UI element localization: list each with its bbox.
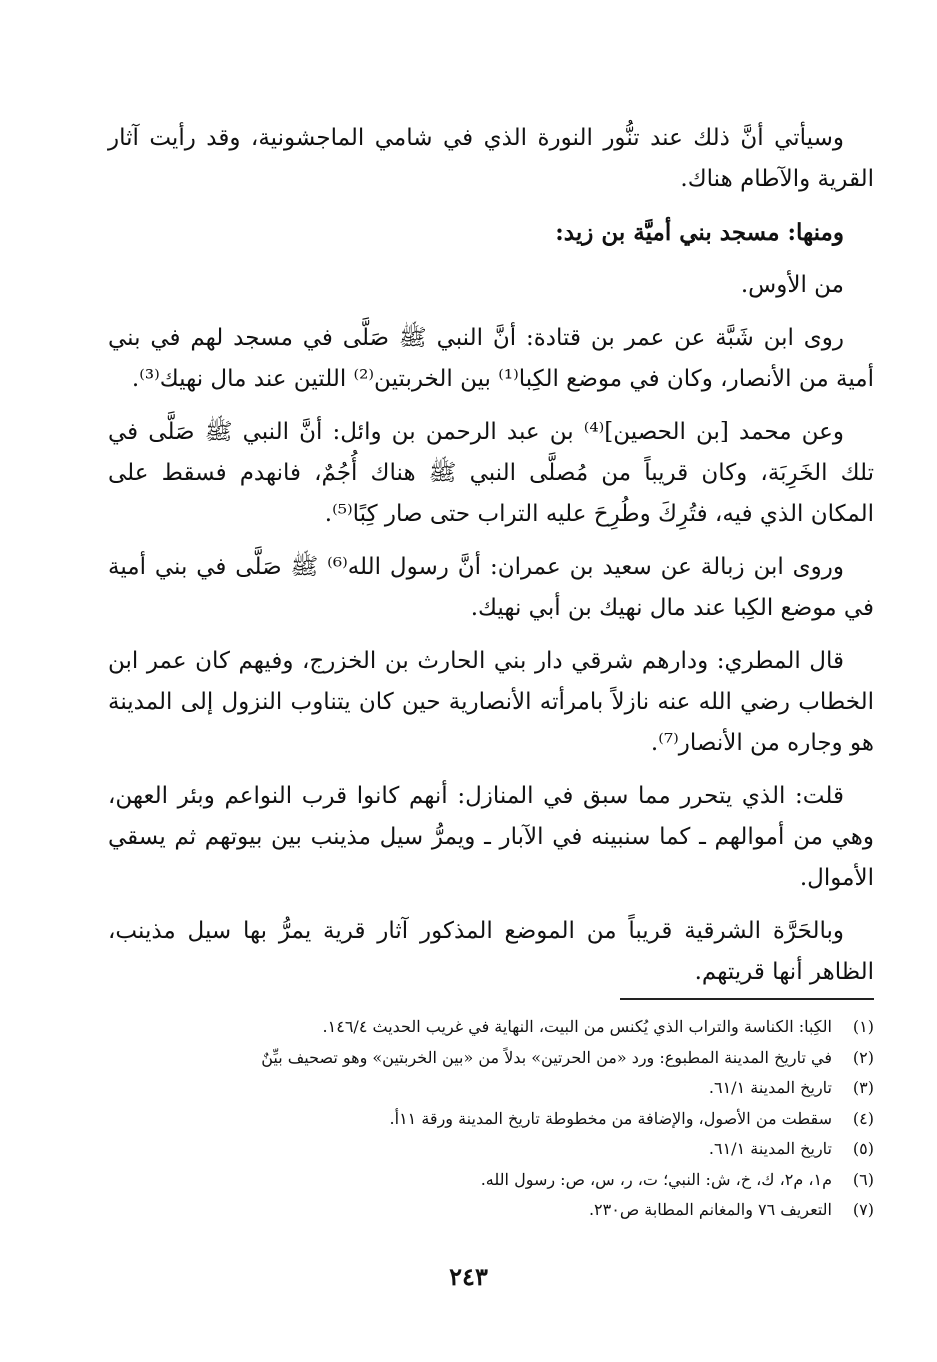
footnote-number: (٣) (852, 1078, 874, 1097)
paragraph: قال المطري: ودارهم شرقي دار بني الحارث بن الخزرج، وفيهم كان عمر ابن الخطاب رضي الله عنه نازلاً بامرأته الأنصارية حين كان يتناوب النزول إلى المدينة هو وجاره من الأنصار⁽⁷⁾. (108, 648, 874, 756)
footnote-text: الكِبا: الكناسة والتراب الذي يُكنس من البيت، النهاية في غريب الحديث ١٤٦/٤. (322, 1017, 832, 1036)
footnote (108, 1043, 874, 1074)
footnote-text: تاريخ المدينة ٦١/١. (708, 1078, 832, 1097)
footnote-number: (٢) (852, 1047, 874, 1067)
footnote (108, 1195, 874, 1226)
footnote-number: (٦) (852, 1169, 874, 1189)
footnotes (108, 1012, 874, 1226)
paragraph: وبالحَرَّة الشرقية قريباً من الموضع المذكور آثار قرية يمرُّ بها سيل مذينب، الظاهر أنها قريتهم. (108, 918, 874, 985)
footnote (108, 1104, 874, 1135)
footnote (108, 1134, 874, 1165)
footnote-number: (٧) (852, 1200, 874, 1219)
footnote-text: سقطت من الأصول، والإضافة من مخطوطة تاريخ المدينة ورقة ١١أ. (389, 1108, 832, 1128)
footnote-number: (١) (852, 1017, 874, 1036)
footnote (108, 1073, 874, 1104)
main-text (108, 118, 874, 1005)
paragraph: من الأوس. (740, 272, 844, 298)
section-heading: ومنها: مسجد بني أميَّة بن زيد: (555, 219, 844, 246)
paragraph: وروى ابن زبالة عن سعيد بن عمران: أنَّ رسول الله⁽⁶⁾ ﷺ صَلَّى في بني أمية في موضع الكِبا عند مال نهيك بن أبي نهيك. (108, 554, 874, 621)
footnote-text: في تاريخ المدينة المطبوع: ورد «من الحرتين» بدلاً من «بين الخربتين» وهو تصحيف بيِّنٌ (261, 1047, 832, 1067)
paragraph: وعن محمد [بن الحصين]⁽⁴⁾ بن عبد الرحمن بن وائل: أنَّ النبي ﷺ صَلَّى في تلك الخَرِبَة، وكان قريباً من مُصلَّى النبي ﷺ هناك أُجُمٌ، فانهدم فسقط على المكان الذي فيه، فتُرِكَ وطُرِحَ عليه التراب حتى صار كِبًا⁽⁵⁾. (108, 419, 874, 527)
footnote-number: (٥) (852, 1139, 874, 1158)
footnote (108, 1012, 874, 1043)
footnote-number: (٤) (852, 1108, 874, 1128)
paragraph: روى ابن شَبَّة عن عمر بن قتادة: أنَّ النبي ﷺ صَلَّى في مسجد لهم في بني أمية من الأنصار، وكان في موضع الكِبا⁽¹⁾ بين الخربتين⁽²⁾ اللتين عند مال نهيك⁽³⁾. (108, 325, 874, 392)
footnote (108, 1165, 874, 1196)
footnote-text: م١، م٢، ك، خ، ش: النبي؛ ت، ر، س، ص: رسول الله. (480, 1169, 832, 1189)
footnote-text: تاريخ المدينة ٦١/١. (708, 1139, 832, 1158)
footnote-text: التعريف ٧٦ والمغانم المطابة ص٢٣٠. (588, 1200, 832, 1219)
paragraph: قلت: الذي يتحرر مما سبق في المنازل: أنهم كانوا قرب النواعم وبئر العهن، وهي من أموالهم ـ كما سنبينه في الآبار ـ ويمرُّ سيل مذينب بين بيوتهم ثم يسقي الأموال. (108, 783, 874, 891)
paragraph: وسيأتي أنَّ ذلك عند تنُّور النورة الذي في شامي الماجشونية، وقد رأيت آثار القرية والآطام هناك. (108, 125, 874, 192)
footnote-separator (620, 998, 874, 1000)
page-number: ٢٤٣ (449, 1262, 488, 1291)
